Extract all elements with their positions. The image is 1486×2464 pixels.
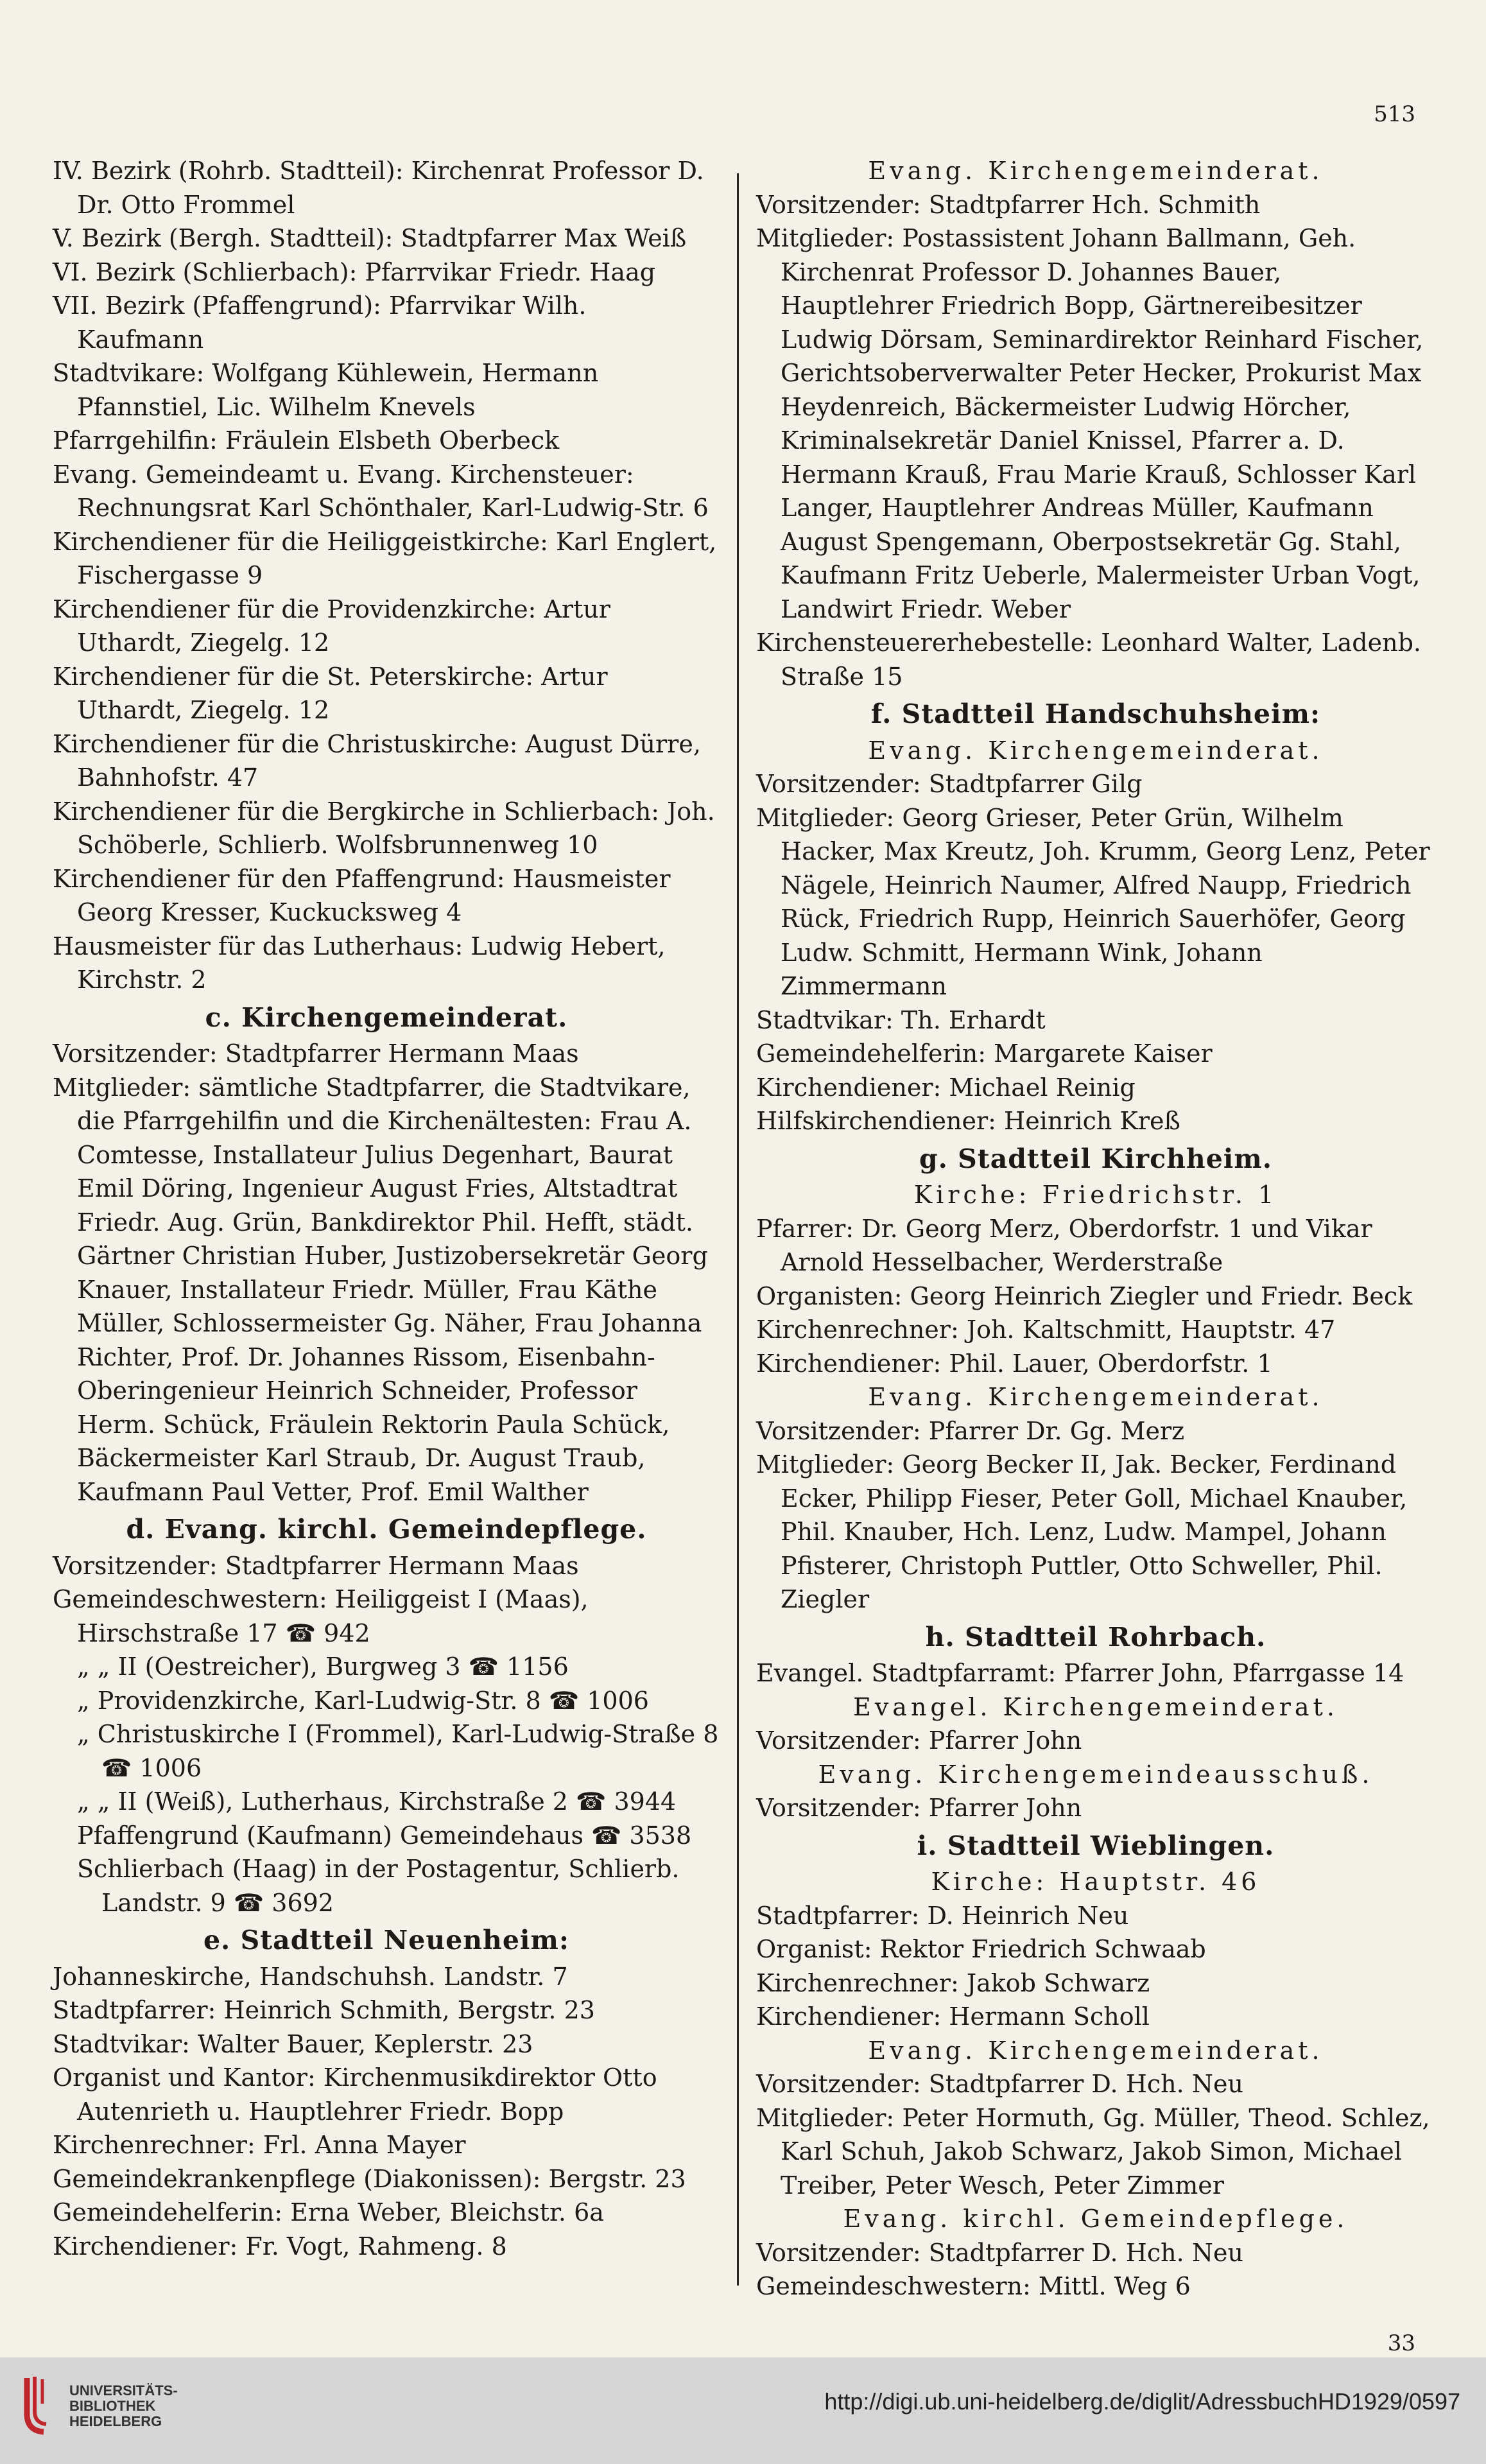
directory-entry: Gemeindeschwestern: Heiliggeist I (Maas), Hirschstraße 17 ☎ 942 — [53, 1585, 589, 1647]
directory-entry: Vorsitzender: Stadtpfarrer D. Hch. Neu — [756, 2238, 1243, 2267]
library-name-line: HEIDELBERG — [69, 2413, 162, 2429]
directory-entry: Kirchendiener für die Providenzkirche: Artur Uthardt, Ziegelg. 12 — [53, 594, 610, 657]
directory-entry: Kirchendiener für die Christuskirche: August Dürre, Bahnhofstr. 47 — [53, 729, 701, 792]
directory-entry: Vorsitzender: Pfarrer Dr. Gg. Merz — [756, 1416, 1185, 1445]
source-url[interactable]: http://digi.ub.uni-heidelberg.de/diglit/AdressbuchHD1929/0597 — [824, 2388, 1460, 2415]
directory-entry: V. Bezirk (Bergh. Stadtteil): Stadtpfarrer Max Weiß — [53, 224, 687, 252]
library-logo-icon — [18, 2374, 60, 2438]
directory-entry: Evangel. Stadtpfarramt: Pfarrer John, Pfarrgasse 14 — [756, 1659, 1404, 1687]
directory-entry: Hilfskirchendiener: Heinrich Kreß — [756, 1107, 1180, 1135]
section-heading: g. Stadtteil Kirchheim. — [919, 1143, 1273, 1174]
centered-line: Kirche: Friedrichstr. 1 — [913, 1181, 1278, 1209]
directory-entry: Vorsitzender: Stadtpfarrer D. Hch. Neu — [756, 2070, 1243, 2098]
directory-entry: Kirchendiener: Fr. Vogt, Rahmeng. 8 — [53, 2232, 507, 2260]
directory-entry: Stadtpfarrer: D. Heinrich Neu — [756, 1901, 1129, 1930]
directory-entry: Mitglieder: sämtliche Stadtpfarrer, die Stadtvikare, die Pfarrgehilfin und die Kirchenältesten: Frau A. Comtesse, Installateur Julius Degenhart, Baurat Emil Döring, Ingenieur August Fries, Altstadtrat Friedr. Aug. Grün, Bankdirektor Phil. Hefft, städt. Gärtner Christian Huber, Justizobersekretär Georg Knauer, Installateur Friedr. Müller, Frau Käthe Müller, Schlossermeister Gg. Näher, Frau Johanna Richter, Prof. Dr. Johannes Rissom, Eisenbahn-Oberingenieur Heinrich Schneider, Professor Herm. Schück, Fräulein Rektorin Paula Schück, Bäckermeister Karl Straub, Dr. August Traub, Kaufmann Paul Vetter, Prof. Emil Walther — [53, 1073, 708, 1506]
directory-entry: VI. Bezirk (Schlierbach): Pfarrvikar Friedr. Haag — [53, 257, 656, 286]
directory-entry: VII. Bezirk (Pfaffengrund): Pfarrvikar Wilh. Kaufmann — [53, 291, 587, 354]
section-subheading: Evang. kirchl. Gemeindepflege. — [843, 2205, 1349, 2233]
directory-entry: Vorsitzender: Stadtpfarrer Hermann Maas — [53, 1039, 579, 1068]
library-name-line: BIBLIOTHEK — [69, 2398, 156, 2414]
directory-entry: Vorsitzender: Pfarrer John — [756, 1726, 1082, 1755]
section-subheading: Evang. Kirchengemeinderat. — [868, 736, 1324, 765]
section-heading: c. Kirchengemeinderat. — [205, 1002, 568, 1033]
directory-entry: Kirchenrechner: Frl. Anna Mayer — [53, 2131, 466, 2159]
section-subheading: Evang. Kirchengemeinderat. — [868, 157, 1324, 185]
centered-line: Kirche: Hauptstr. 46 — [931, 1868, 1261, 1896]
directory-entry: Stadtpfarrer: Heinrich Schmith, Bergstr. 23 — [53, 1996, 595, 2024]
directory-entry: Kirchendiener für die Bergkirche in Schlierbach: Joh. Schöberle, Schlierb. Wolfsbrunnenweg 10 — [53, 797, 715, 859]
directory-entry: Gemeindehelferin: Erna Weber, Bleichstr. 6a — [53, 2198, 604, 2226]
directory-entry: Mitglieder: Peter Hormuth, Gg. Müller, Theod. Schlez, Karl Schuh, Jakob Schwarz, Jakob Simon, Michael Treiber, Peter Wesch, Peter Zimmer — [756, 2103, 1430, 2199]
directory-entry: Hausmeister für das Lutherhaus: Ludwig Hebert, Kirchstr. 2 — [53, 932, 666, 994]
directory-entry: Mitglieder: Postassistent Johann Ballmann, Geh. Kirchenrat Professor D. Johannes Bauer, Hauptlehrer Friedrich Bopp, Gärtnereibesitzer Ludwig Dörsam, Seminardirektor Reinhard Fischer, Gerichtsoberverwalter Peter Hecker, Prokurist Max Heydenreich, Bäckermeister Ludwig Hörcher, Kriminalsekretär Daniel Knissel, Pfarrer a. D. Hermann Krauß, Frau Marie Krauß, Schlosser Karl Langer, Hauptlehrer Andreas Müller, Kaufmann August Spengemann, Oberpostsekretär Gg. Stahl, Kaufmann Fritz Ueberle, Malermeister Urban Vogt, Landwirt Friedr. Weber — [756, 224, 1424, 623]
indented-entry: „ Christuskirche I (Frommel), Karl-Ludwig-Straße 8 ☎ 1006 — [77, 1720, 719, 1782]
directory-entry: Mitglieder: Georg Grieser, Peter Grün, Wilhelm Hacker, Max Kreutz, Joh. Krumm, Georg Lenz, Peter Nägele, Heinrich Naumer, Alfred Naupp, Friedrich Rück, Friedrich Rupp, Heinrich Sauerhöfer, Georg Ludw. Schmitt, Hermann Wink, Johann Zimmermann — [756, 803, 1430, 1000]
directory-entry: Vorsitzender: Stadtpfarrer Gilg — [756, 770, 1143, 798]
directory-entry: Kirchendiener für den Pfaffengrund: Hausmeister Georg Kresser, Kuckucksweg 4 — [53, 864, 671, 926]
directory-entry: Mitglieder: Georg Becker II, Jak. Becker, Ferdinand Ecker, Philipp Fieser, Peter Goll, Michael Knauber, Phil. Knauber, Hch. Lenz, Ludw. Mampel, Johann Pfisterer, Christoph Puttler, Otto Schweller, Phil. Ziegler — [756, 1450, 1408, 1613]
indented-entry: Schlierbach (Haag) in der Postagentur, Schlierb. Landstr. 9 ☎ 3692 — [77, 1855, 680, 1917]
directory-entry: Stadtvikar: Walter Bauer, Keplerstr. 23 — [53, 2029, 533, 2058]
directory-entry: Pfarrgehilfin: Fräulein Elsbeth Oberbeck — [53, 426, 560, 455]
section-heading: e. Stadtteil Neuenheim: — [203, 1925, 570, 1956]
section-heading: d. Evang. kirchl. Gemeindepflege. — [126, 1514, 647, 1545]
directory-entry: Organisten: Georg Heinrich Ziegler und Friedr. Beck — [756, 1281, 1413, 1310]
directory-entry: Stadtvikar: Th. Erhardt — [756, 1005, 1046, 1034]
indented-entry: „ Providenzkirche, Karl-Ludwig-Str. 8 ☎ 1006 — [77, 1686, 649, 1715]
directory-entry: Johanneskirche, Handschuhsh. Landstr. 7 — [53, 1962, 568, 1991]
directory-entry: Kirchendiener für die Heiliggeistkirche: Karl Englert, Fischergasse 9 — [53, 527, 717, 589]
library-name — [69, 2383, 178, 2429]
directory-entry: Kirchendiener für die St. Peterskirche: Artur Uthardt, Ziegelg. 12 — [53, 662, 608, 724]
directory-entry: Vorsitzender: Pfarrer John — [756, 1794, 1082, 1822]
sheet-number: 33 — [1387, 2330, 1415, 2356]
directory-entry: Vorsitzender: Stadtpfarrer Hermann Maas — [53, 1551, 579, 1580]
directory-entry: Gemeindehelferin: Margarete Kaiser — [756, 1039, 1213, 1068]
library-name-line: UNIVERSITÄTS- — [69, 2382, 178, 2399]
directory-entry: Gemeindekrankenpflege (Diakonissen): Bergstr. 23 — [53, 2164, 686, 2193]
right-column — [756, 154, 1435, 2303]
directory-entry: IV. Bezirk (Rohrb. Stadtteil): Kirchenrat Professor D. Dr. Otto Frommel — [53, 157, 704, 219]
column-divider — [737, 173, 739, 2286]
directory-entry: Kirchendiener: Phil. Lauer, Oberdorfstr. 1 — [756, 1349, 1273, 1378]
section-subheading: Evang. Kirchengemeinderat. — [868, 1383, 1324, 1411]
indented-entry: „ „ II (Oestreicher), Burgweg 3 ☎ 1156 — [77, 1653, 569, 1681]
directory-entry: Kirchensteuererhebestelle: Leonhard Walter, Ladenb. Straße 15 — [756, 629, 1422, 691]
section-heading: f. Stadtteil Handschuhsheim: — [870, 698, 1321, 729]
indented-entry: „ „ II (Weiß), Lutherhaus, Kirchstraße 2 ☎ 3944 — [77, 1787, 677, 1816]
section-subheading: Evang. Kirchengemeindeausschuß. — [818, 1760, 1374, 1789]
left-column — [53, 154, 720, 2263]
section-subheading: Evangel. Kirchengemeinderat. — [853, 1692, 1338, 1721]
indented-entry: Pfaffengrund (Kaufmann) Gemeindehaus ☎ 3538 — [77, 1821, 692, 1850]
directory-entry: Organist und Kantor: Kirchenmusikdirektor Otto Autenrieth u. Hauptlehrer Friedr. Bopp — [53, 2063, 657, 2126]
directory-entry: Kirchenrechner: Joh. Kaltschmitt, Hauptstr. 47 — [756, 1315, 1336, 1344]
directory-entry: Vorsitzender: Stadtpfarrer Hch. Schmith — [756, 190, 1261, 219]
directory-entry: Kirchenrechner: Jakob Schwarz — [756, 1968, 1150, 1997]
page-number: 513 — [1374, 101, 1415, 127]
directory-entry: Stadtvikare: Wolfgang Kühlewein, Hermann Pfannstiel, Lic. Wilhelm Knevels — [53, 359, 599, 421]
section-subheading: Evang. Kirchengemeinderat. — [868, 2036, 1324, 2065]
directory-entry: Organist: Rektor Friedrich Schwaab — [756, 1935, 1206, 1963]
directory-entry: Evang. Gemeindeamt u. Evang. Kirchensteuer: Rechnungsrat Karl Schönthaler, Karl-Ludwig-Str. 6 — [53, 460, 709, 522]
directory-entry: Kirchendiener: Hermann Scholl — [756, 2002, 1150, 2031]
section-heading: i. Stadtteil Wieblingen. — [917, 1830, 1275, 1861]
directory-entry: Gemeindeschwestern: Mittl. Weg 6 — [756, 2272, 1191, 2300]
directory-entry: Pfarrer: Dr. Georg Merz, Oberdorfstr. 1 und Vikar Arnold Hesselbacher, Werderstraße — [756, 1214, 1372, 1276]
section-heading: h. Stadtteil Rohrbach. — [925, 1621, 1266, 1653]
directory-entry: Kirchendiener: Michael Reinig — [756, 1073, 1136, 1102]
